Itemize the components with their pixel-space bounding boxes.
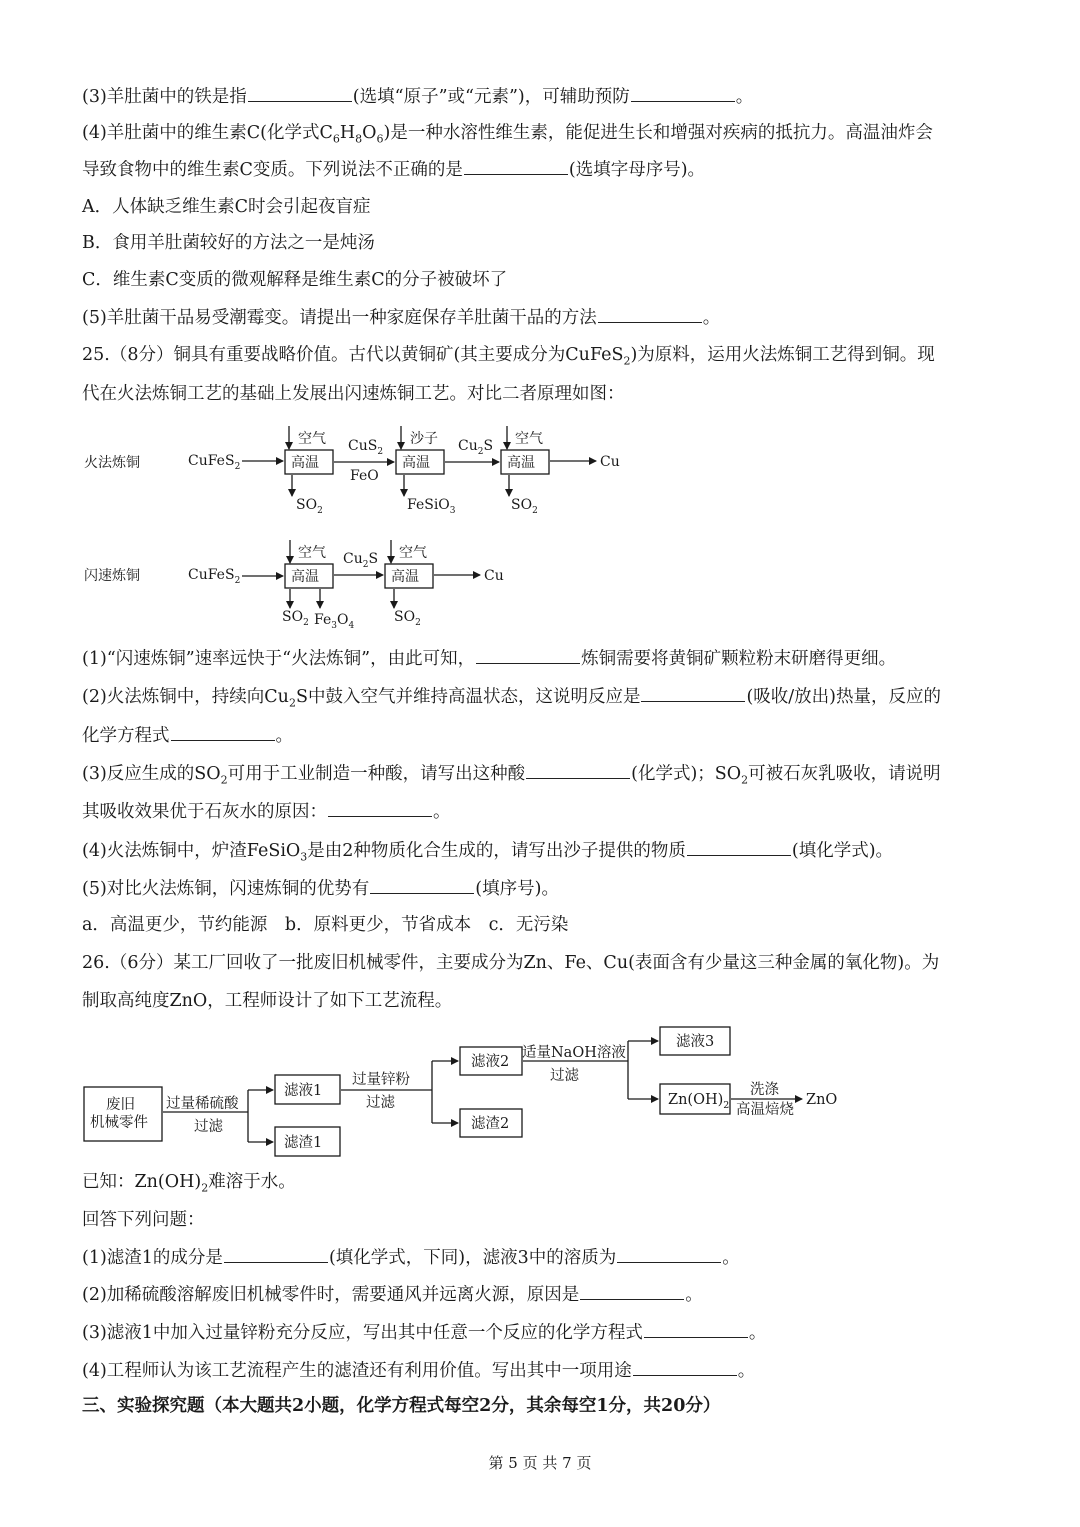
air-label: 空气 (298, 431, 326, 447)
q24-part5: (5)羊肚菌干品易受潮霉变。请提出一种家庭保存羊肚菌干品的方法 。 (82, 305, 720, 330)
start-box-line2: 机械零件 (90, 1115, 148, 1131)
cus2-label: CuS$_2$ (348, 438, 384, 457)
row-label-fire: 火法炼铜 (84, 455, 140, 471)
filtrate2-label: 滤液2 (471, 1054, 510, 1070)
box-label: 高温 (507, 455, 535, 471)
answer-blank[interactable] (476, 646, 580, 664)
q25-part4: (4)火法炼铜中，炉渣FeSiO$_3$是由2种物质化合生成的，请写出沙子提供的物质 (填化学式)。 (82, 838, 893, 863)
box-label: 高温 (291, 455, 319, 471)
q25-part3-line2: 其吸收效果优于石灰水的原因： 。 (82, 799, 451, 824)
cu-product: Cu (600, 454, 620, 470)
fesio3-label: FeSiO$_3$ (407, 497, 456, 516)
q26-part3: (3)滤液1中加入过量锌粉充分反应，写出其中任意一个反应的化学方程式 。 (82, 1320, 766, 1345)
section-3-heading: 三、实验探究题（本大题共2小题，化学方程式每空2分，其余每空1分，共20分） (82, 1396, 721, 1416)
q26-answer-prompt: 回答下列问题： (82, 1210, 205, 1230)
box-label: 高温 (291, 569, 319, 585)
cu2s-label: $Cu_2S$ (458, 438, 494, 457)
q24-part4-line1: (4)羊肚菌中的维生素C(化学式$C_6H_8O_6$)是一种水溶性维生素，能促进生长和增强对疾病的抵抗力。高温油炸会 (82, 123, 933, 146)
residue2-label: 滤渣2 (471, 1116, 510, 1132)
q25-intro-line2: 代在火法炼铜工艺的基础上发展出闪速炼铜工艺。对比二者原理如图： (82, 384, 625, 404)
air-label: 空气 (515, 431, 543, 447)
step4-op: 洗涤 (750, 1082, 779, 1098)
step1-op: 过滤 (194, 1119, 223, 1135)
answer-blank[interactable] (171, 723, 275, 741)
step3-reagent: 适量NaOH溶液 (522, 1045, 626, 1061)
copper-smelting-diagram (0, 412, 1080, 642)
q25-part5-options: a．高温更少，节约能源 b．原料更少，节省成本 c．无污染 (82, 915, 569, 935)
q26-part4: (4)工程师认为该工艺流程产生的滤渣还有利用价值。写出其中一项用途 。 (82, 1358, 755, 1383)
air-label: 空气 (298, 545, 326, 561)
answer-blank[interactable] (633, 1358, 737, 1376)
sand-label: 沙子 (410, 431, 438, 447)
q25-part2-line1: (2)火法炼铜中，持续向$Cu_2S$中鼓入空气并维持高温状态，这说明反应是 (吸收/放出)热量，反应的 (82, 684, 941, 709)
q24-part3: (3)羊肚菌中的铁是指 (选填“原子”或“元素”)，可辅助预防 。 (82, 84, 753, 109)
answer-blank[interactable] (464, 157, 568, 175)
answer-blank[interactable] (631, 84, 735, 102)
step2-op: 过滤 (366, 1095, 395, 1111)
step1-reagent: 过量稀硫酸 (166, 1096, 239, 1112)
filtrate3-label: 滤液3 (676, 1034, 715, 1050)
box-label: 高温 (402, 455, 430, 471)
q26-intro-line2: 制取高纯度ZnO，工程师设计了如下工艺流程。 (82, 991, 453, 1011)
so2-label: $SO_2$ (511, 497, 538, 516)
answer-blank[interactable] (580, 1282, 684, 1300)
so2-label: $SO_2$ (296, 497, 323, 516)
step2-reagent: 过量锌粉 (352, 1072, 410, 1088)
start-box-line1: 废旧 (106, 1097, 135, 1113)
answer-blank[interactable] (598, 305, 702, 323)
answer-blank[interactable] (224, 1245, 328, 1263)
answer-blank[interactable] (328, 799, 432, 817)
q25-part3-line1: (3)反应生成的$SO_2$可用于工业制造一种酸，请写出这种酸 (化学式)；$SO_2$可被石灰乳吸收，请说明 (82, 761, 941, 786)
q24-option-c: C．维生素C变质的微观解释是维生素C的分子被破坏了 (82, 270, 508, 290)
fe3o4-label: $Fe_3O_4$ (314, 612, 355, 631)
so2-label: $SO_2$ (394, 609, 421, 628)
q24-part4-line2: 导致食物中的维生素C变质。下列说法不正确的是 (选填字母序号)。 (82, 157, 705, 182)
answer-blank[interactable] (617, 1245, 721, 1263)
feed-cufes2: CuFeS$_2$ (188, 453, 241, 472)
answer-blank[interactable] (644, 1320, 748, 1338)
cu2s-label: $Cu_2S$ (343, 551, 379, 570)
zno-process-diagram (0, 1020, 1080, 1170)
step4-heat: 高温焙烧 (736, 1102, 794, 1118)
answer-blank[interactable] (248, 84, 352, 102)
feo-label: FeO (350, 468, 379, 484)
answer-blank[interactable] (687, 838, 791, 856)
step3-op: 过滤 (550, 1068, 579, 1084)
answer-blank[interactable] (526, 761, 630, 779)
feed-cufes2: CuFeS$_2$ (188, 567, 241, 586)
filtrate1-label: 滤液1 (284, 1083, 323, 1099)
cu-product: Cu (484, 568, 504, 584)
q25-part5: (5)对比火法炼铜，闪速炼铜的优势有 (填序号)。 (82, 876, 559, 901)
q26-intro-line1: 26.（6分）某工厂回收了一批废旧机械零件，主要成分为Zn、Fe、Cu(表面含有少量这三种金属的氧化物)。为 (82, 953, 940, 973)
air-label: 空气 (399, 545, 427, 561)
znoh2-label: $Zn(OH)_2$ (668, 1092, 730, 1111)
page-footer: 第 5 页 共 7 页 (488, 1454, 592, 1472)
q25-part2-line2: 化学方程式 。 (82, 723, 293, 748)
q26-part1: (1)滤渣1的成分是 (填化学式，下同)，滤液3中的溶质为 。 (82, 1245, 740, 1270)
q24-option-b: B．食用羊肚菌较好的方法之一是炖汤 (82, 233, 375, 253)
q26-known: 已知：$Zn(OH)_2$难溶于水。 (82, 1172, 296, 1195)
q24-option-a: A．人体缺乏维生素C时会引起夜盲症 (82, 197, 371, 217)
residue1-label: 滤渣1 (284, 1135, 323, 1151)
q25-part1: (1)“闪速炼铜”速率远快于“火法炼铜”，由此可知， 炼铜需要将黄铜矿颗粒粉末研磨得更细。 (82, 646, 896, 671)
q25-intro-line1: 25.（8分）铜具有重要战略价值。古代以黄铜矿(其主要成分为CuFeS$_2$)为原料，运用火法炼铜工艺得到铜。现 (82, 345, 935, 368)
q26-part2: (2)加稀硫酸溶解废旧机械零件时，需要通风并远离火源，原因是 。 (82, 1282, 703, 1307)
box-label: 高温 (391, 569, 419, 585)
answer-blank[interactable] (641, 684, 745, 702)
row-label-flash: 闪速炼铜 (84, 568, 140, 584)
so2-label: $SO_2$ (282, 609, 309, 628)
zno-product: ZnO (806, 1092, 838, 1108)
answer-blank[interactable] (370, 876, 474, 894)
